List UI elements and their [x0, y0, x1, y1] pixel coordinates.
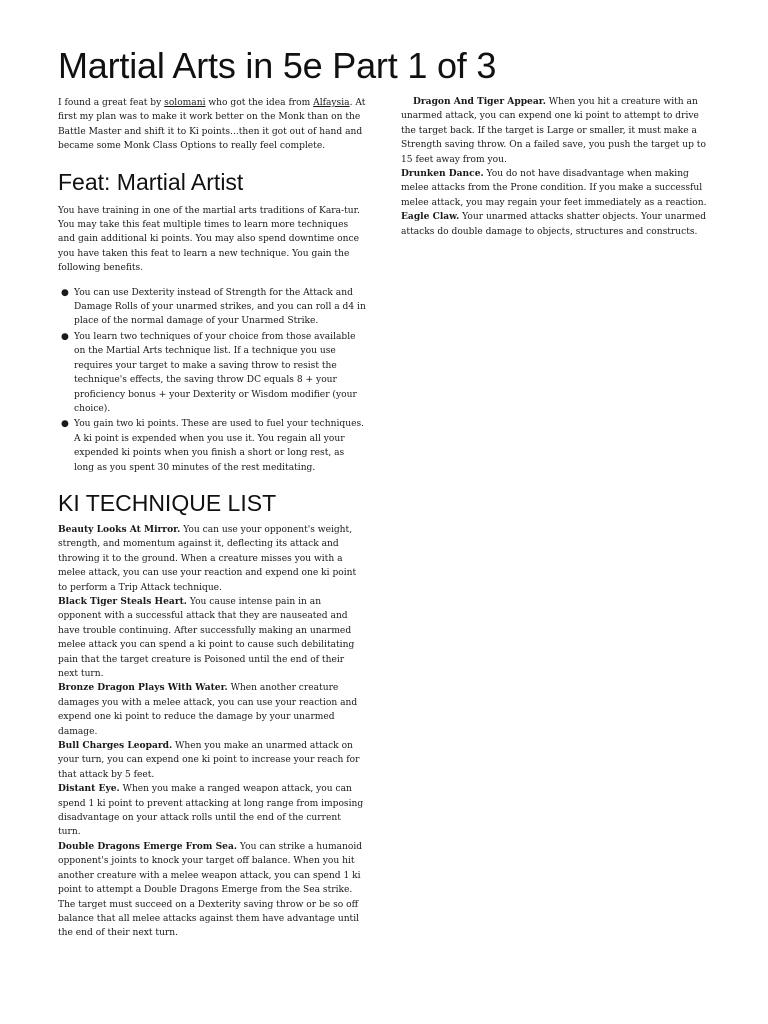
list-item-text: You can use Dexterity instead of Strength for the Attack and Damage Rolls of your unarmed strikes, and you can roll a d4 in place of the normal damage of your Unarmed Strike.: [74, 287, 366, 327]
technique-text: You cause intense pain in an opponent with a successful attack that they are nauseated and have trouble continuing. After successfully making an unarmed melee attack you can spend a ki point to cause such debilitating pain that the target creature is Poisoned until the end of their next turn.: [58, 596, 355, 679]
technique-name: Bronze Dragon Plays With Water.: [58, 682, 228, 694]
technique-text: When you make an unarmed attack on your turn, you can expend one ki point to increase your reach for that attack by 5 feet.: [58, 741, 360, 780]
list-item: [61, 330, 366, 416]
technique-text: You can use your opponent's weight, strength, and momentum against it, deflecting its attack and throwing it to the ground. When a creature misses you with a melee attack, you can use your reaction and expend one ki point to perform a Trip Attack technique.: [58, 524, 357, 593]
technique-entry: [58, 681, 366, 739]
bullet-icon: ●: [61, 419, 69, 430]
technique-text: When you hit a creature with an unarmed attack, you can expend one ki point to attempt to drive the target back. If the target is Large or smaller, it must make a Strength saving throw. On a failed save, you push the target up to 15 feet away from you.: [401, 97, 706, 165]
technique-text: When you make a ranged weapon attack, you can spend 1 ki point to prevent attacking at long range from imposing disadvantage on your attack rolls until the end of the current turn.: [58, 784, 364, 838]
technique-name: Dragon And Tiger Appear.: [413, 96, 546, 107]
technique-entry: [58, 840, 366, 941]
technique-text: You do not have disadvantage when making melee attacks from the Prone condition. If you make a successful melee attack, you may regain your feet immediately as a reaction.: [401, 169, 707, 208]
intro-paragraph: [58, 96, 366, 154]
technique-name: Drunken Dance.: [401, 168, 484, 180]
technique-entry: [58, 739, 366, 782]
technique-text: You can strike a humanoid opponent's joints to knock your target off balance. When you hit another creature with a melee weapon attack, you can spend 1 ki point to attempt a Double Dragons Emerge from the Sea strike. The target must succeed on a Dexterity saving throw or be so off balance that all melee attacks against them have advantage until the end of their next turn.: [58, 841, 363, 939]
list-item-text: You gain two ki points. These are used to fuel your techniques. A ki point is expended when you use it. You regain all your expended ki points when you finish a short or long rest, as long as you spent 30 minutes of the rest meditating.: [74, 419, 365, 473]
feat-heading: Feat: Martial Artist: [58, 168, 244, 195]
technique-entry: [401, 210, 711, 239]
author-link-alfaysia[interactable]: Alfaysia: [313, 98, 350, 108]
feat-body: You have training in one of the martial arts traditions of Kara-tur. You may take this feat multiple times to learn more techniques and gain additional ki points. You may also spend downtime once you have taken this feat to learn a new technique. You gain the following benefits.: [58, 205, 360, 274]
list-item: [61, 417, 366, 475]
feat-benefits-list: [58, 286, 366, 475]
intro-text-1: I found a great feat by: [58, 98, 165, 108]
author-link-solomani[interactable]: solomani: [164, 98, 206, 108]
left-column: [58, 96, 366, 941]
technique-text: Your unarmed attacks shatter objects. Your unarmed attacks do double damage to objects, structures and constructs.: [401, 212, 707, 237]
technique-entry: [401, 95, 711, 167]
technique-name: Beauty Looks At Mirror.: [58, 523, 181, 535]
technique-entry: [58, 595, 366, 681]
bullet-icon: ●: [61, 331, 69, 342]
technique-name: Black Tiger Steals Heart.: [58, 595, 187, 607]
technique-entry: [401, 167, 711, 210]
technique-name: Eagle Claw.: [401, 211, 460, 223]
technique-entry: [58, 782, 366, 840]
technique-name: Double Dragons Emerge From Sea.: [58, 840, 238, 852]
intro-text-2: who got the idea from: [205, 98, 314, 108]
technique-name: Distant Eye.: [58, 783, 120, 795]
technique-name: Bull Charges Leopard.: [58, 740, 173, 752]
list-item-text: You learn two techniques of your choice from those available on the Martial Arts technique list. If a technique you use requires your target to make a saving throw to resist the technique's effects, the saving throw DC equals 8 + your proficiency bonus + your Dexterity or Wisdom modifier (your choice).: [74, 331, 357, 414]
ki-technique-heading: KI TECHNIQUE LIST: [58, 489, 277, 516]
page-title: Martial Arts in 5e Part 1 of 3: [58, 45, 497, 86]
technique-entry: [58, 523, 366, 595]
bullet-icon: ●: [61, 287, 69, 298]
list-item: [61, 286, 366, 329]
intro-text-3: . At first my plan was to make it work better on the Monk than on the Battle Master and shift it to Ki points...then it got out of hand and became some Monk Class Options to really feel complete.: [58, 98, 366, 152]
right-column: [401, 95, 711, 239]
technique-text: When another creature damages you with a melee attack, you can use your reaction and expend one ki point to reduce the damage by your unarmed damage.: [58, 683, 358, 737]
